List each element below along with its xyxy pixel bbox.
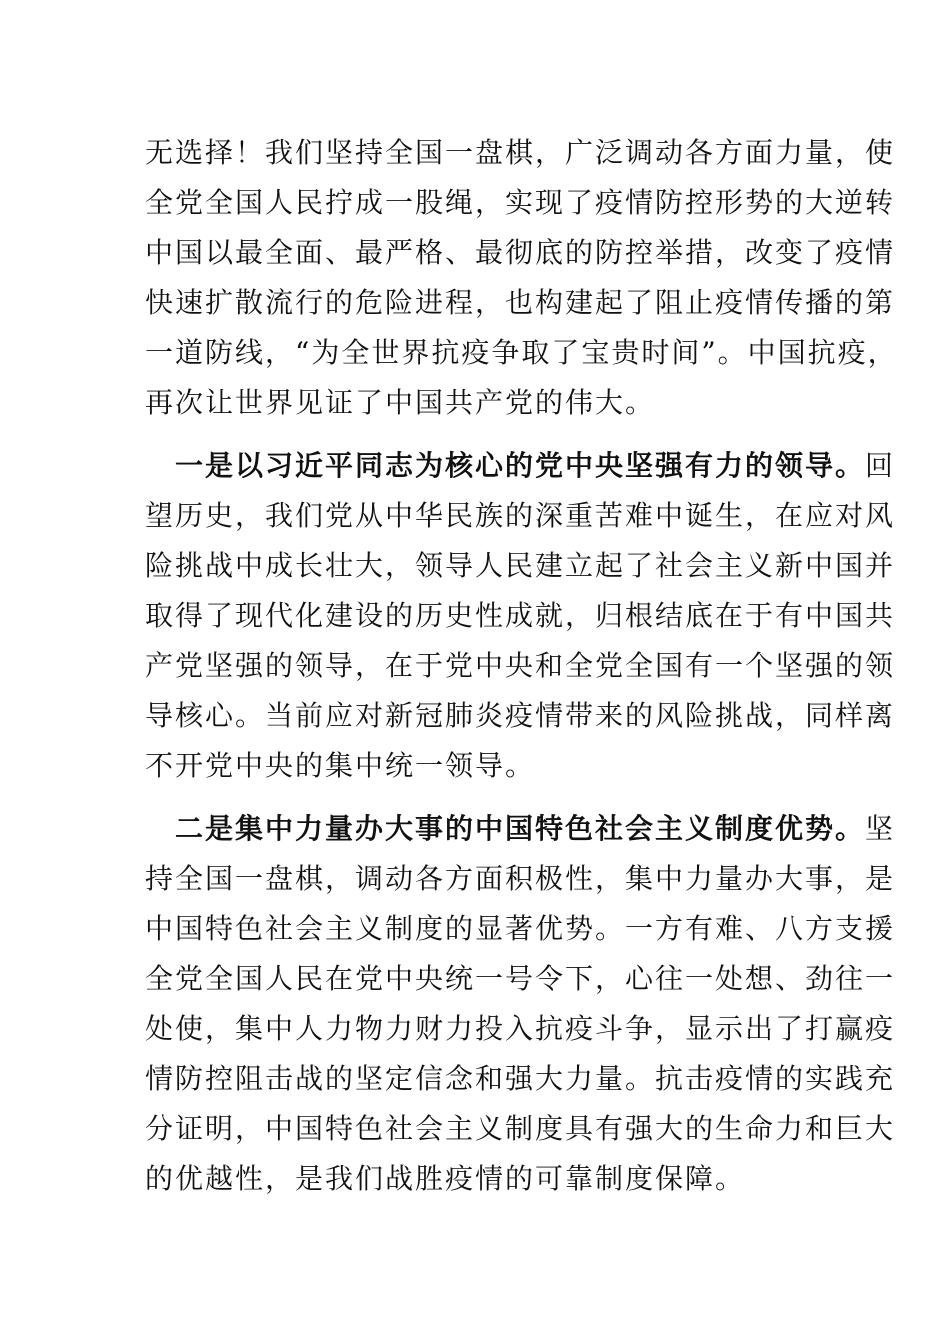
paragraph-1-line-2: 全党全国人民拧成一股绳，实现了疫情防控形势的大逆转 <box>145 186 896 219</box>
paragraph-3-line-7: 分证明，中国特色社会主义制度具有强大的生命力和巨大 <box>145 1112 896 1145</box>
paragraph-3-first-line-rest: 坚 <box>865 812 896 845</box>
paragraph-3-line-2: 持全国一盘棋，调动各方面积极性，集中力量办大事，是 <box>145 862 896 895</box>
paragraph-1-line-6: 再次让世界见证了中国共产党的伟大。 <box>145 386 656 419</box>
paragraph-2-line-5: 产党坚强的领导，在于党中央和全党全国有一个坚强的领 <box>145 649 896 682</box>
paragraph-3-line-3: 中国特色社会主义制度的显著优势。一方有难、八方支援 <box>145 912 896 945</box>
paragraph-2-line-3: 险挑战中成长壮大，领导人民建立起了社会主义新中国并 <box>145 549 896 582</box>
paragraph-3-line-1 <box>175 803 895 855</box>
paragraph-1-line-3: 中国以最全面、最严格、最彻底的防控举措，改变了疫情 <box>145 236 896 269</box>
paragraph-2-line-6: 导核心。当前应对新冠肺炎疫情带来的风险挑战，同样离 <box>145 699 896 732</box>
paragraph-2-line-7: 不开党中央的集中统一领导。 <box>145 749 536 782</box>
paragraph-2-heading: 一是以习近平同志为核心的党中央坚强有力的领导。 <box>175 449 866 482</box>
paragraph-1-line-4: 快速扩散流行的危险进程，也构建起了阻止疫情传播的第 <box>145 286 896 319</box>
paragraph-3-heading: 二是集中力量办大事的中国特色社会主义制度优势。 <box>175 812 866 845</box>
paragraph-1-line-1: 无选择！我们坚持全国一盘棋，广泛调动各方面力量，使 <box>145 136 896 169</box>
paragraph-3-line-8: 的优越性，是我们战胜疫情的可靠制度保障。 <box>145 1162 746 1195</box>
paragraph-2-line-2: 望历史，我们党从中华民族的深重苦难中诞生，在应对风 <box>145 499 896 532</box>
paragraph-3-line-6: 情防控阻击战的坚定信念和强大力量。抗击疫情的实践充 <box>145 1062 896 1095</box>
paragraph-2-line-1 <box>175 440 895 492</box>
paragraph-3-line-5: 处使，集中人力物力财力投入抗疫斗争，显示出了打赢疫 <box>145 1012 896 1045</box>
paragraph-1-line-5: 一道防线，“为全世界抗疫争取了宝贵时间”。中国抗疫， <box>145 336 898 369</box>
paragraph-3-line-4: 全党全国人民在党中央统一号令下，心往一处想、劲往一 <box>145 962 896 995</box>
paragraph-2-first-line-rest: 回 <box>865 449 896 482</box>
paragraph-2-line-4: 取得了现代化建设的历史性成就，归根结底在于有中国共 <box>145 599 896 632</box>
